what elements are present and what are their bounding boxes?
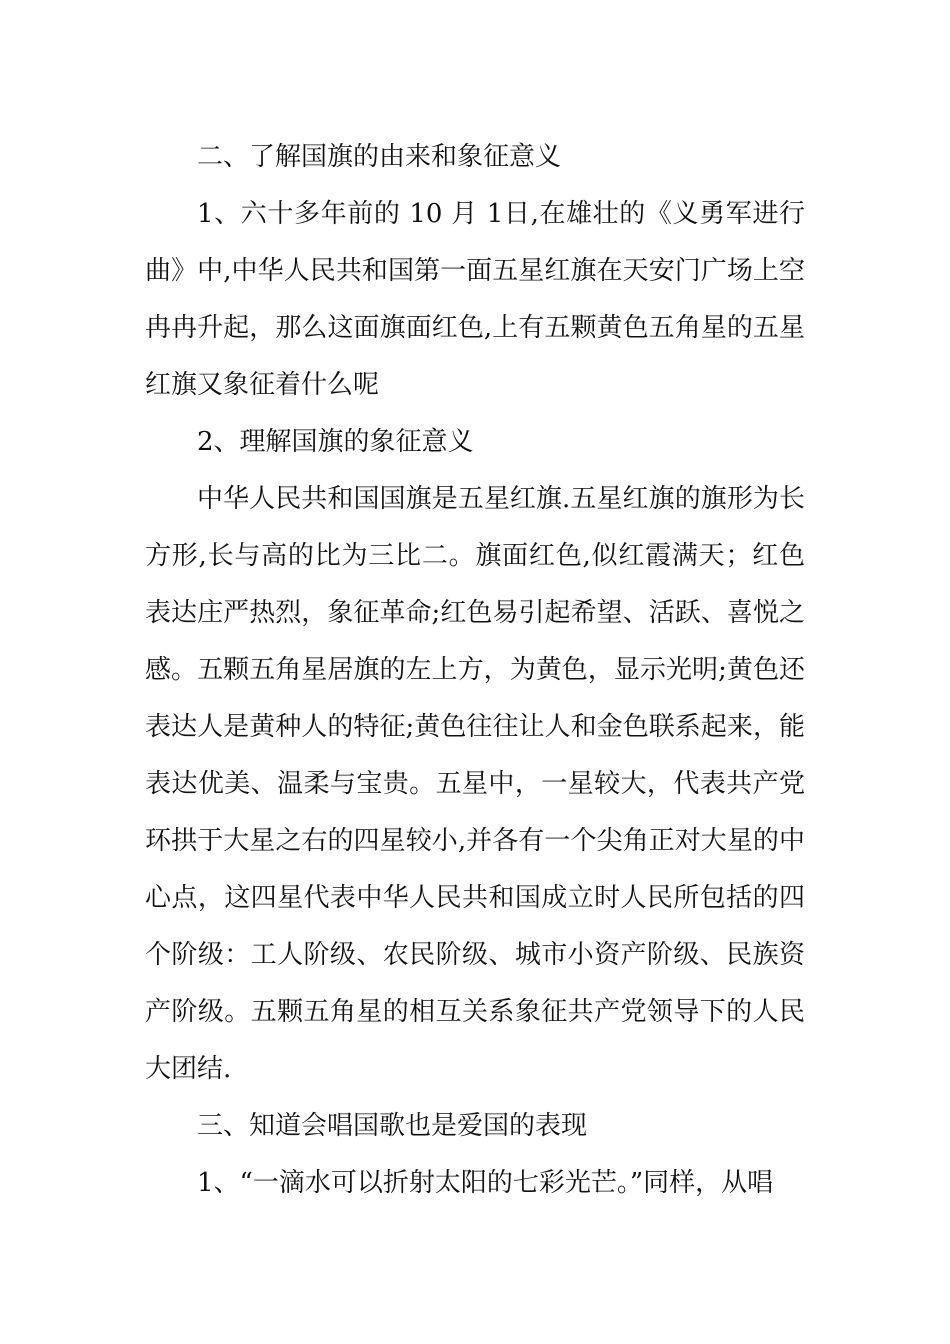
document-body (145, 129, 805, 1212)
section-heading: 二、了解国旗的由来和象征意义 (197, 142, 562, 172)
body-paragraph: 1、六十多年前的 10 月 1日,在雄壮的《义勇军进行曲》中,中华人民共和国第一面五星红旗在天安门广场上空冉冉升起，那么这面旗面红色,上有五颗黄色五角星的五星红旗又象征着什么呢 (145, 199, 805, 400)
section-heading: 三、知道会唱国歌也是爱国的表现 (197, 1111, 588, 1141)
body-paragraph: 中华人民共和国国旗是五星红旗.五星红旗的旗形为长方形,长与高的比为三比二。旗面红色,似红霞满天；红色表达庄严热烈，象征革命;红色易引起希望、活跃、喜悦之感。五颗五角星居旗的左上方，为黄色，显示光明;黄色还表达人是黄种人的特征;黄色往往让人和金色联系起来，能表达优美、温柔与宝贵。五星中，一星较大，代表共产党环拱于大星之右的四星较小,并各有一个尖角正对大星的中心点，这四星代表中华人民共和国成立时人民所包括的四个阶级：工人阶级、农民阶级、城市小资产阶级、民族资产阶级。五颗五角星的相互关系象征共产党领导下的人民大团结. (145, 484, 805, 1084)
body-paragraph: 1、“一滴水可以折射太阳的七彩光芒。”同样，从唱 (197, 1168, 774, 1198)
subsection-heading: 2、理解国旗的象征意义 (197, 427, 474, 457)
